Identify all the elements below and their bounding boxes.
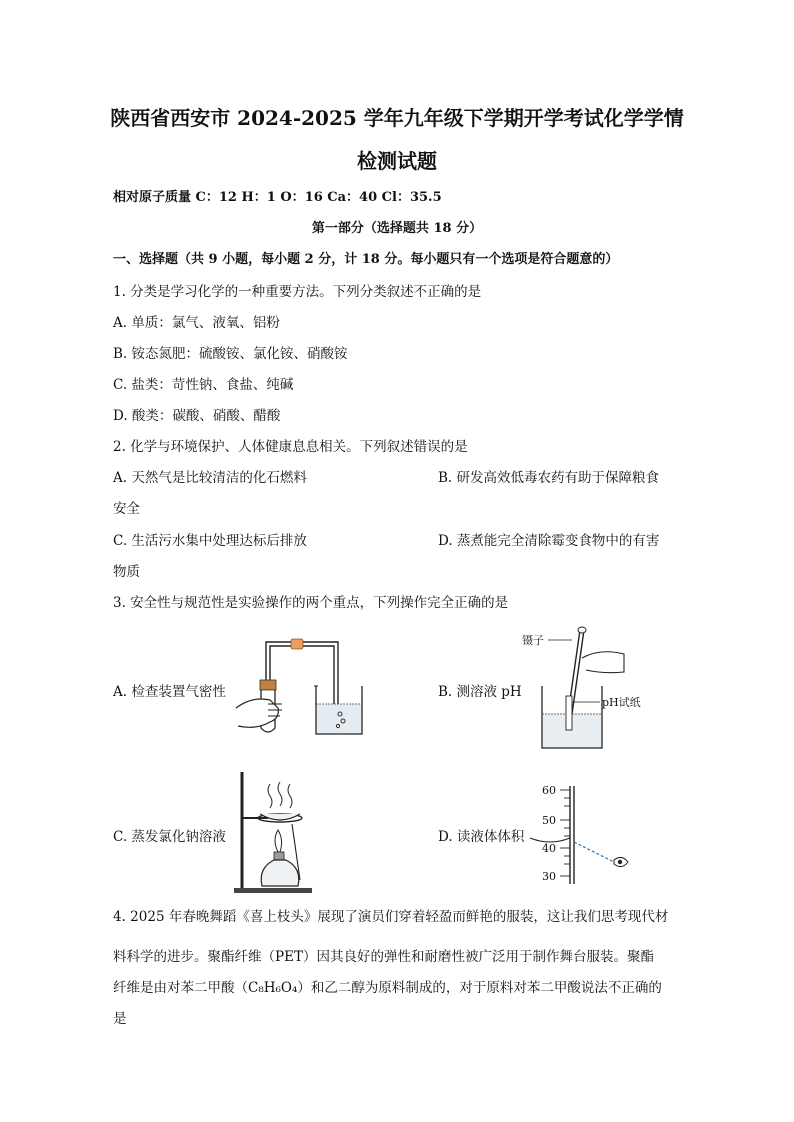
tick-30: 30 (542, 870, 556, 883)
figure-airtightness-check (230, 630, 370, 740)
q3-option-d: D. 读液体体积 (438, 829, 525, 845)
q1-stem: 1. 分类是学习化学的一种重要方法。下列分类叙述不正确的是 (113, 284, 482, 300)
tick-40: 40 (542, 842, 556, 855)
figure-graduated-cylinder (530, 782, 640, 888)
page-title: 陕西省西安市 2024-2025 学年九年级下学期开学考试化学学情 (110, 106, 684, 130)
q1-option-a: A. 单质：氯气、液氧、铝粉 (113, 315, 280, 331)
q2-option-b-cont: 安全 (113, 501, 140, 517)
q1-option-b: B. 铵态氮肥：硫酸铵、氯化铵、硝酸铵 (113, 346, 348, 362)
part-heading: 第一部分（选择题共 18 分） (311, 221, 483, 236)
figure-ph-test (520, 622, 680, 750)
q2-option-a: A. 天然气是比较清洁的化石燃料 (113, 470, 307, 486)
q1-option-c: C. 盐类：苛性钠、食盐、纯碱 (113, 377, 294, 393)
ph-paper-label: pH试纸 (602, 696, 641, 709)
page-subtitle: 检测试题 (357, 149, 437, 173)
q4-line1: 4. 2025 年春晚舞蹈《喜上枝头》展现了演员们穿着轻盈而鲜艳的服装，这让我们思考现代材 (113, 909, 669, 925)
section-heading: 一、选择题（共 9 小题，每小题 2 分，计 18 分。每小题只有一个选项是符合题意的） (113, 252, 619, 267)
q2-option-b: B. 研发高效低毒农药有助于保障粮食 (438, 470, 660, 486)
figure-evaporation (230, 768, 320, 898)
q4-line2: 料科学的进步。聚酯纤维（PET）因其良好的弹性和耐磨性被广泛用于制作舞台服装。聚酯 (113, 949, 654, 965)
q3-option-c: C. 蒸发氯化钠溶液 (113, 829, 226, 845)
atomic-masses: 相对原子质量 C：12 H：1 O：16 Ca：40 Cl：35.5 (113, 190, 442, 205)
tweezers-label: 镊子 (522, 634, 544, 647)
q3-option-b: B. 测溶液 pH (438, 684, 522, 700)
q2-option-c: C. 生活污水集中处理达标后排放 (113, 533, 307, 549)
tick-50: 50 (542, 814, 556, 827)
q4-line3: 纤维是由对苯二甲酸（C₈H₆O₄）和乙二醇为原料制成的，对于原料对苯二甲酸说法不正确的 (113, 980, 662, 996)
q3-stem: 3. 安全性与规范性是实验操作的两个重点，下列操作完全正确的是 (113, 595, 509, 611)
tick-60: 60 (542, 784, 556, 797)
q4-line4: 是 (113, 1011, 127, 1027)
q2-option-d-cont: 物质 (113, 564, 140, 580)
q2-option-d: D. 蒸煮能完全清除霉变食物中的有害 (438, 533, 660, 549)
q3-option-a: A. 检查装置气密性 (113, 684, 226, 700)
q1-option-d: D. 酸类：碳酸、硝酸、醋酸 (113, 408, 281, 424)
q2-stem: 2. 化学与环境保护、人体健康息息相关。下列叙述错误的是 (113, 439, 468, 455)
